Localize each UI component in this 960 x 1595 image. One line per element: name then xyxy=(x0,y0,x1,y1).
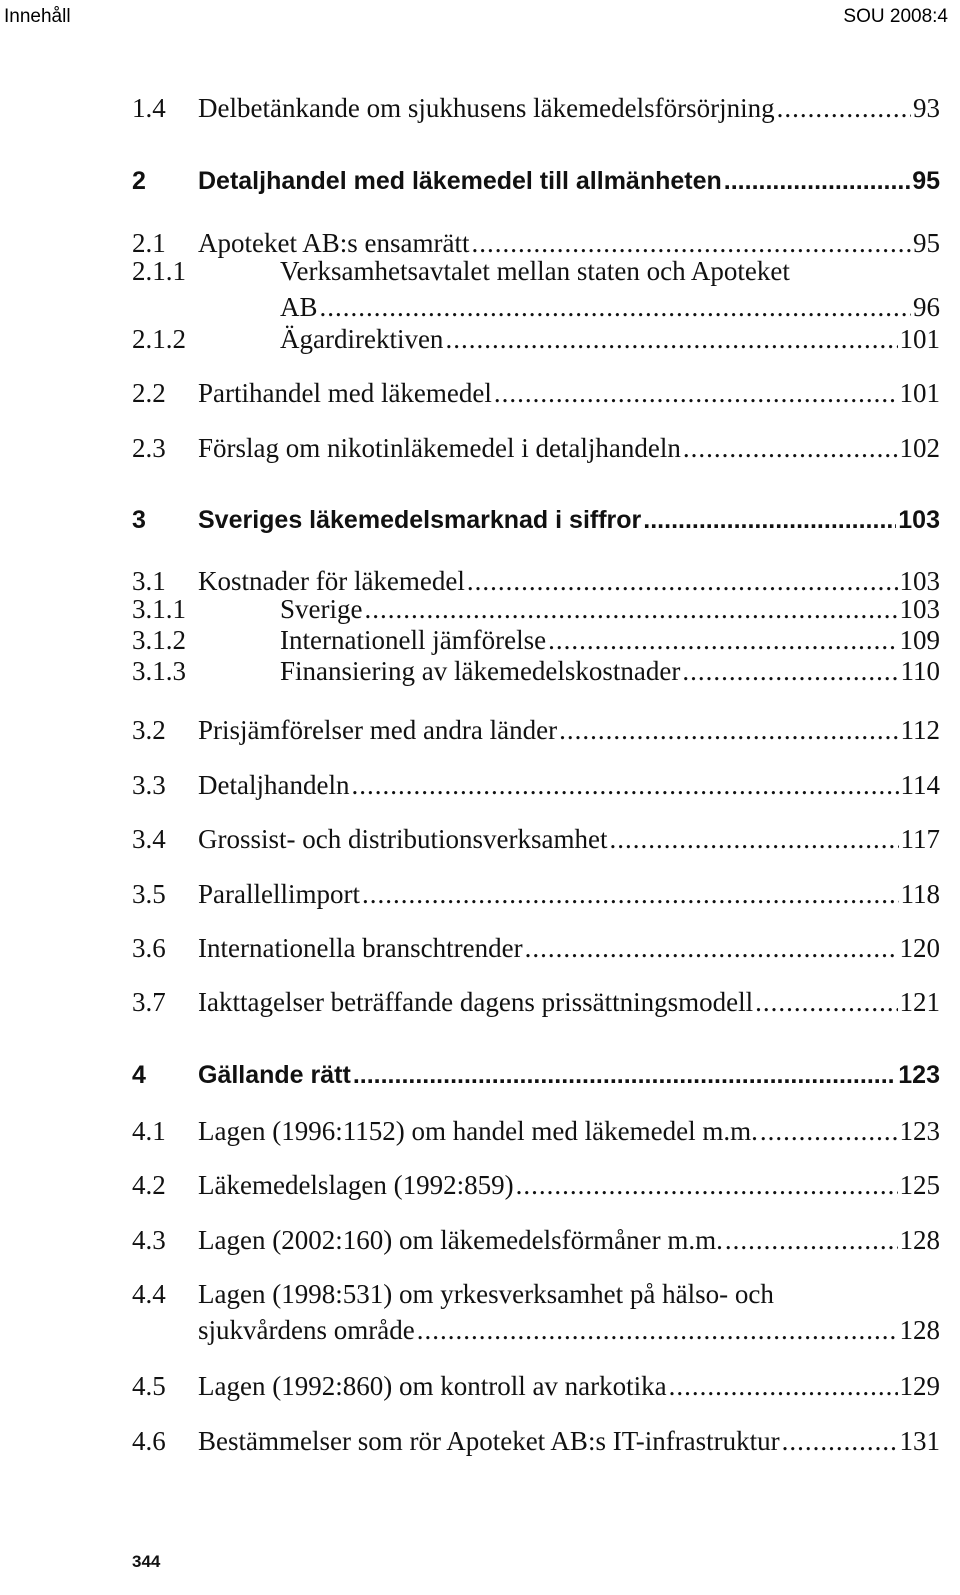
toc-page: 128 xyxy=(899,1315,940,1345)
toc-number: 3.1.3 xyxy=(132,656,186,686)
toc-number: 3.6 xyxy=(132,933,166,963)
running-header-document-id: SOU 2008:4 xyxy=(843,6,948,27)
toc-number: 4.3 xyxy=(132,1225,166,1255)
dot-leader xyxy=(777,90,911,126)
toc-number: 3 xyxy=(132,506,146,534)
toc-number: 4.5 xyxy=(132,1371,166,1401)
dot-leader xyxy=(417,1312,898,1348)
toc-page: 95 xyxy=(912,167,940,195)
toc-entry-3-1-3[interactable] xyxy=(132,653,940,689)
dot-leader xyxy=(351,767,898,803)
toc-page: 123 xyxy=(899,1116,940,1146)
toc-page: 103 xyxy=(898,506,940,534)
toc-entry-2-1-2[interactable] xyxy=(132,321,940,357)
toc-page: 95 xyxy=(913,228,940,258)
toc-entry-4-1[interactable] xyxy=(132,1113,940,1149)
toc-title: Apoteket AB:s ensamrätt xyxy=(198,228,470,258)
toc-chapter-2[interactable] xyxy=(132,163,940,199)
dot-leader xyxy=(724,163,910,199)
toc-title: Ägardirektiven xyxy=(280,324,444,354)
toc-title: Kostnader för läkemedel xyxy=(198,566,465,596)
dot-leader xyxy=(669,1368,898,1404)
toc-number: 3.5 xyxy=(132,879,166,909)
toc-entry-3-3[interactable] xyxy=(132,767,940,803)
toc-title: Finansiering av läkemedelskostnader xyxy=(280,656,681,686)
toc-title: Förslag om nikotinläkemedel i detaljhandeln xyxy=(198,433,681,463)
toc-page: 103 xyxy=(899,566,940,596)
toc-number: 2.1.1 xyxy=(132,256,186,286)
toc-page: 129 xyxy=(899,1371,940,1401)
toc-title: Internationell jämförelse xyxy=(280,625,547,655)
toc-page: 112 xyxy=(900,715,940,745)
toc-number: 4.6 xyxy=(132,1426,166,1456)
dot-leader xyxy=(643,502,896,538)
toc-entry-2-2[interactable] xyxy=(132,375,940,411)
toc-title: Lagen (1996:1152) om handel med läkemedel m.m. xyxy=(198,1116,758,1146)
toc-number: 4.1 xyxy=(132,1116,166,1146)
dot-leader xyxy=(445,321,897,357)
toc-entry-4-5[interactable] xyxy=(132,1368,940,1404)
toc-page: 131 xyxy=(899,1426,940,1456)
toc-entry-3-5[interactable] xyxy=(132,876,940,912)
toc-title: Iakttagelser beträffande dagens prissättningsmodell xyxy=(198,987,754,1017)
toc-title: Internationella branschtrender xyxy=(198,933,523,963)
toc-number: 4 xyxy=(132,1061,146,1089)
toc-title: Grossist- och distributionsverksamhet xyxy=(198,824,608,854)
toc-chapter-4[interactable] xyxy=(132,1057,940,1093)
toc-title: Lagen (2002:160) om läkemedelsförmåner m.m. xyxy=(198,1225,723,1255)
toc-title: Prisjämförelser med andra länder xyxy=(198,715,558,745)
toc-title: Lagen (1998:531) om yrkesverksamhet på hälso- och xyxy=(198,1279,774,1309)
page-number: 344 xyxy=(132,1552,161,1571)
dot-leader xyxy=(494,375,898,411)
toc-number: 2.3 xyxy=(132,433,166,463)
dot-leader xyxy=(683,430,898,466)
toc-number: 3.7 xyxy=(132,987,166,1017)
toc-number: 3.2 xyxy=(132,715,166,745)
toc-title: Sveriges läkemedelsmarknad i siffror xyxy=(198,506,642,534)
toc-title: Verksamhetsavtalet mellan staten och Apoteket xyxy=(280,256,790,286)
toc-entry-1-4[interactable] xyxy=(132,90,940,126)
toc-number: 2.1.2 xyxy=(132,324,186,354)
toc-page: 121 xyxy=(899,987,940,1017)
toc-title-continued: sjukvårdens område xyxy=(198,1315,415,1345)
toc-entry-3-2[interactable] xyxy=(132,712,940,748)
toc-page: 120 xyxy=(899,933,940,963)
toc-number: 3.1 xyxy=(132,566,166,596)
toc-number: 2.1 xyxy=(132,228,166,258)
running-header-section: Innehåll xyxy=(4,6,71,27)
toc-number: 3.1.2 xyxy=(132,625,186,655)
toc-entry-4-6[interactable] xyxy=(132,1423,940,1459)
toc-page: 101 xyxy=(899,378,940,408)
toc-entry-3-6[interactable] xyxy=(132,930,940,966)
toc-page: 125 xyxy=(899,1170,940,1200)
toc-number: 3.4 xyxy=(132,824,166,854)
dot-leader xyxy=(320,289,911,325)
dot-leader xyxy=(755,984,897,1020)
toc-entry-4-3[interactable] xyxy=(132,1222,940,1258)
toc-title: Detaljhandeln xyxy=(198,770,350,800)
toc-number: 2 xyxy=(132,167,146,195)
toc-page: 128 xyxy=(899,1225,940,1255)
toc-title: Detaljhandel med läkemedel till allmänheten xyxy=(198,167,722,195)
toc-entry-3-4[interactable] xyxy=(132,821,940,857)
toc-page: 101 xyxy=(899,324,940,354)
toc-title: Partihandel med läkemedel xyxy=(198,378,492,408)
toc-page: 102 xyxy=(899,433,940,463)
toc-page: 114 xyxy=(900,770,940,800)
toc-page: 96 xyxy=(913,292,940,322)
toc-title: Gällande rätt xyxy=(198,1061,351,1089)
toc-page: 118 xyxy=(900,879,940,909)
toc-page: 109 xyxy=(899,625,940,655)
toc-page: 123 xyxy=(898,1061,940,1089)
toc-entry-4-4[interactable] xyxy=(132,1276,940,1348)
toc-chapter-3[interactable] xyxy=(132,502,940,538)
toc-title: Parallellimport xyxy=(198,879,360,909)
dot-leader xyxy=(353,1057,896,1093)
toc-page: 103 xyxy=(899,594,940,624)
toc-title-continued: AB xyxy=(280,292,318,322)
toc-page: 93 xyxy=(913,93,940,123)
toc-number: 4.2 xyxy=(132,1170,166,1200)
toc-page: 117 xyxy=(900,824,940,854)
toc-number: 4.4 xyxy=(132,1279,166,1309)
toc-entry-3-7[interactable] xyxy=(132,984,940,1020)
dot-leader xyxy=(362,876,899,912)
toc-number: 1.4 xyxy=(132,93,166,123)
toc-title: Läkemedelslagen (1992:859) xyxy=(198,1170,514,1200)
toc-number: 3.1.1 xyxy=(132,594,186,624)
dot-leader xyxy=(609,821,898,857)
dot-leader xyxy=(525,930,898,966)
dot-leader xyxy=(760,1113,898,1149)
toc-title: Sverige xyxy=(280,594,363,624)
toc-title: Bestämmelser som rör Apoteket AB:s IT-infrastruktur xyxy=(198,1426,780,1456)
dot-leader xyxy=(682,653,898,689)
toc-page: 110 xyxy=(900,656,940,686)
dot-leader xyxy=(725,1222,898,1258)
dot-leader xyxy=(782,1423,898,1459)
toc-title: Delbetänkande om sjukhusens läkemedelsförsörjning xyxy=(198,93,775,123)
toc-entry-2-1-1[interactable] xyxy=(132,253,940,325)
dot-leader xyxy=(516,1167,898,1203)
toc-title: Lagen (1992:860) om kontroll av narkotika xyxy=(198,1371,667,1401)
toc-number: 2.2 xyxy=(132,378,166,408)
toc-entry-4-2[interactable] xyxy=(132,1167,940,1203)
toc-entry-2-3[interactable] xyxy=(132,430,940,466)
dot-leader xyxy=(559,712,898,748)
toc-number: 3.3 xyxy=(132,770,166,800)
